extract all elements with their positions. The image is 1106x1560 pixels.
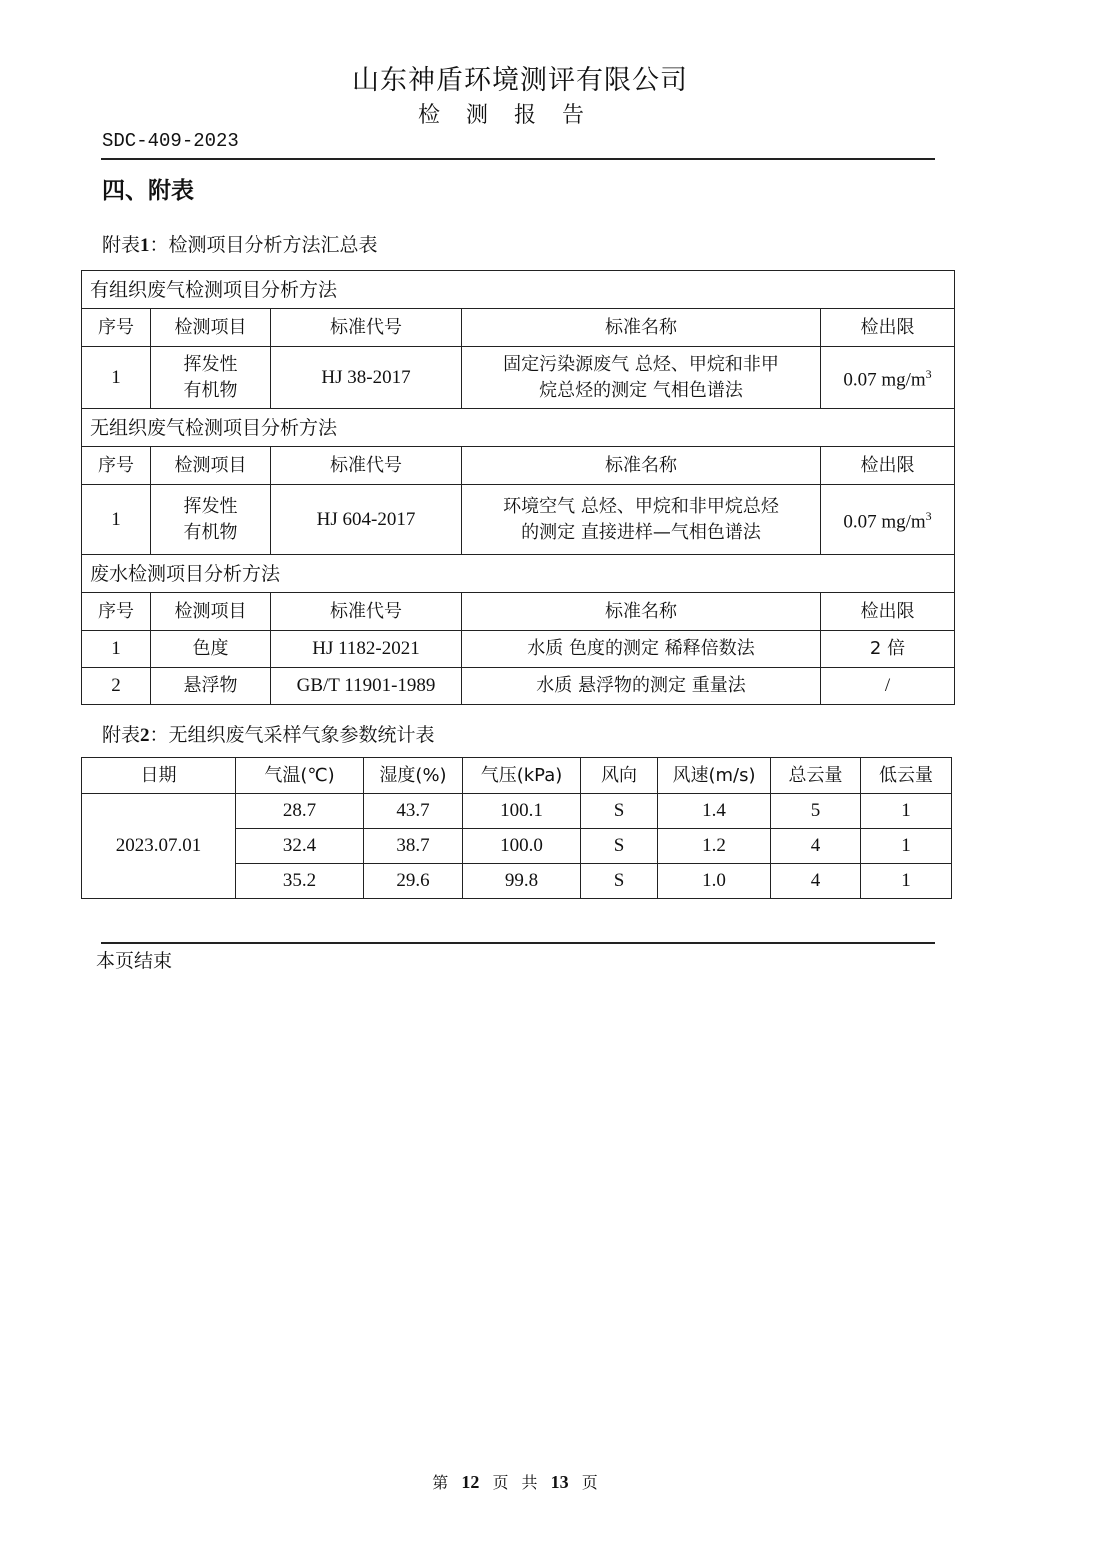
col-header-name: 标准名称 bbox=[462, 593, 821, 631]
row-code: HJ 1182-2021 bbox=[271, 631, 462, 668]
current-page: 12 bbox=[461, 1472, 480, 1492]
report-title: 检测报告 bbox=[417, 103, 610, 128]
col-header-low-cloud: 低云量 bbox=[861, 758, 952, 794]
caption-number: 1 bbox=[140, 235, 150, 256]
caption-prefix: 附表 bbox=[102, 234, 141, 256]
col-header-date: 日期 bbox=[82, 758, 236, 794]
end-of-page-note: 本页结束 bbox=[96, 950, 173, 972]
row-no: 1 bbox=[82, 347, 151, 409]
row-item: 悬浮物 bbox=[151, 668, 271, 705]
column-header-row bbox=[82, 593, 955, 631]
col-header-name: 标准名称 bbox=[462, 309, 821, 347]
col-header-item: 检测项目 bbox=[151, 593, 271, 631]
row-name: 水质 悬浮物的测定 重量法 bbox=[462, 668, 821, 705]
row-total-cloud: 4 bbox=[771, 829, 861, 864]
row-limit: / bbox=[821, 668, 955, 705]
table2-caption bbox=[102, 720, 435, 747]
document-number: SDC-409-2023 bbox=[102, 130, 239, 152]
col-header-total-cloud: 总云量 bbox=[771, 758, 861, 794]
table-row bbox=[82, 794, 952, 829]
row-limit: 0.07 $mg/m^3$ bbox=[821, 485, 955, 555]
company-name: 山东神盾环境测评有限公司 bbox=[352, 65, 688, 96]
row-wind-speed: 1.0 bbox=[658, 864, 771, 899]
row-no: 2 bbox=[82, 668, 151, 705]
col-header-code: 标准代号 bbox=[271, 309, 462, 347]
col-header-no: 序号 bbox=[82, 593, 151, 631]
header-divider bbox=[101, 158, 935, 160]
column-header-row bbox=[82, 758, 952, 794]
col-header-temp: 气温(℃) bbox=[236, 758, 364, 794]
col-header-no: 序号 bbox=[82, 309, 151, 347]
caption-prefix: 附表 bbox=[102, 724, 141, 746]
col-header-limit: 检出限 bbox=[821, 309, 955, 347]
caption-text: ：检测项目分析方法汇总表 bbox=[149, 234, 378, 256]
row-wind-speed: 1.4 bbox=[658, 794, 771, 829]
table1-caption bbox=[102, 230, 378, 257]
table-row bbox=[82, 347, 955, 409]
col-header-item: 检测项目 bbox=[151, 309, 271, 347]
column-header-row bbox=[82, 447, 955, 485]
row-limit: 0.07 $mg/m^3$ bbox=[821, 347, 955, 409]
caption-number: 2 bbox=[140, 725, 150, 746]
total-pages: 13 bbox=[550, 1472, 569, 1492]
col-header-limit: 检出限 bbox=[821, 447, 955, 485]
row-pressure: 100.1 bbox=[463, 794, 581, 829]
col-header-name: 标准名称 bbox=[462, 447, 821, 485]
row-name: 固定污染源废气 总烃、甲烷和非甲 烷总烃的测定 气相色谱法 bbox=[462, 347, 821, 409]
page-number: 第 12 页 共 13 页 bbox=[432, 1472, 598, 1492]
col-header-code: 标准代号 bbox=[271, 447, 462, 485]
col-header-pressure: 气压(kPa) bbox=[463, 758, 581, 794]
row-code: HJ 604-2017 bbox=[271, 485, 462, 555]
table-row bbox=[82, 485, 955, 555]
col-header-wind-speed: 风速(m/s) bbox=[658, 758, 771, 794]
group-title: 有组织废气检测项目分析方法 bbox=[82, 271, 955, 309]
col-header-wind-dir: 风向 bbox=[581, 758, 658, 794]
col-header-no: 序号 bbox=[82, 447, 151, 485]
row-no: 1 bbox=[82, 631, 151, 668]
row-item: 色度 bbox=[151, 631, 271, 668]
row-limit: 2 倍 bbox=[821, 631, 955, 668]
weather-table bbox=[81, 757, 952, 899]
row-wind-speed: 1.2 bbox=[658, 829, 771, 864]
footer-divider bbox=[101, 942, 935, 944]
row-wind-dir: S bbox=[581, 864, 658, 899]
row-low-cloud: 1 bbox=[861, 864, 952, 899]
row-humidity: 29.6 bbox=[364, 864, 463, 899]
row-pressure: 99.8 bbox=[463, 864, 581, 899]
row-code: GB/T 11901-1989 bbox=[271, 668, 462, 705]
methods-table bbox=[81, 270, 955, 705]
table-row bbox=[82, 631, 955, 668]
table-row bbox=[82, 668, 955, 705]
row-name: 水质 色度的测定 稀释倍数法 bbox=[462, 631, 821, 668]
row-item: 挥发性 有机物 bbox=[151, 347, 271, 409]
group-header-row bbox=[82, 271, 955, 309]
row-wind-dir: S bbox=[581, 829, 658, 864]
row-total-cloud: 4 bbox=[771, 864, 861, 899]
row-humidity: 38.7 bbox=[364, 829, 463, 864]
row-code: HJ 38-2017 bbox=[271, 347, 462, 409]
row-low-cloud: 1 bbox=[861, 794, 952, 829]
row-humidity: 43.7 bbox=[364, 794, 463, 829]
row-wind-dir: S bbox=[581, 794, 658, 829]
row-total-cloud: 5 bbox=[771, 794, 861, 829]
row-temp: 35.2 bbox=[236, 864, 364, 899]
col-header-item: 检测项目 bbox=[151, 447, 271, 485]
group-header-row bbox=[82, 409, 955, 447]
row-item: 挥发性 有机物 bbox=[151, 485, 271, 555]
col-header-limit: 检出限 bbox=[821, 593, 955, 631]
row-name: 环境空气 总烃、甲烷和非甲烷总烃 的测定 直接进样—气相色谱法 bbox=[462, 485, 821, 555]
group-header-row bbox=[82, 555, 955, 593]
col-header-humidity: 湿度(%) bbox=[364, 758, 463, 794]
group-title: 无组织废气检测项目分析方法 bbox=[82, 409, 955, 447]
row-no: 1 bbox=[82, 485, 151, 555]
section-title: 四、附表 bbox=[102, 178, 194, 204]
col-header-code: 标准代号 bbox=[271, 593, 462, 631]
row-date: 2023.07.01 bbox=[82, 794, 236, 899]
row-temp: 28.7 bbox=[236, 794, 364, 829]
row-low-cloud: 1 bbox=[861, 829, 952, 864]
column-header-row bbox=[82, 309, 955, 347]
row-temp: 32.4 bbox=[236, 829, 364, 864]
row-pressure: 100.0 bbox=[463, 829, 581, 864]
group-title: 废水检测项目分析方法 bbox=[82, 555, 955, 593]
caption-text: ：无组织废气采样气象参数统计表 bbox=[149, 724, 435, 746]
